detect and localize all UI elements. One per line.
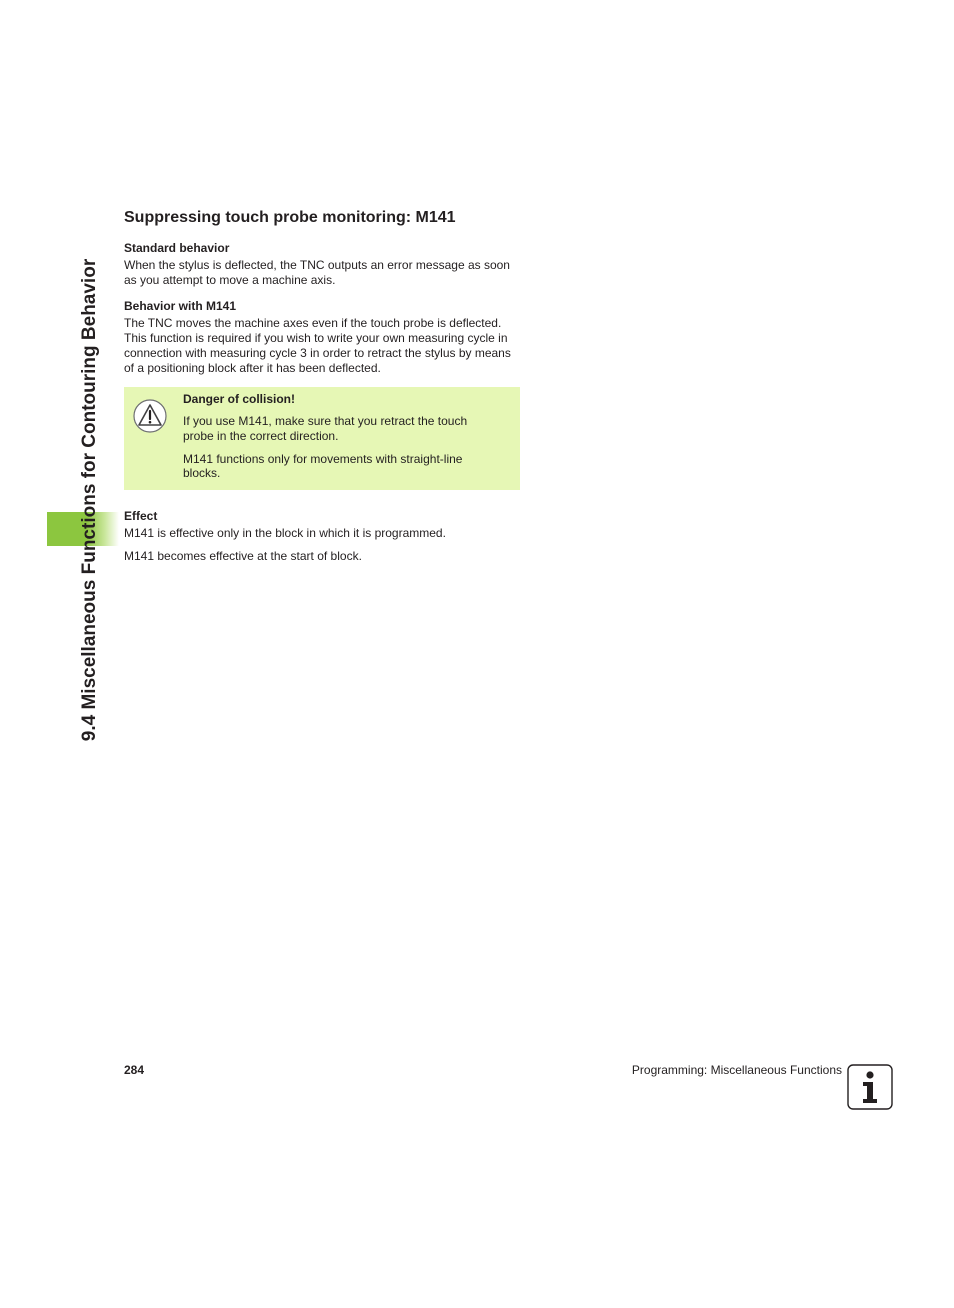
warning-triangle-icon [133, 399, 167, 433]
collision-warning-box [124, 387, 520, 490]
page-number: 284 [124, 1063, 145, 1077]
info-icon [847, 1064, 893, 1110]
section-title-vertical: 9.4 Miscellaneous Functions for Contouring Behavior [79, 258, 100, 742]
effect-paragraph: M141 is effective only in the block in which it is programmed. [124, 526, 446, 541]
standard-behavior-text: When the stylus is deflected, the TNC outputs an error message as soon as you attempt to move a machine axis. [124, 258, 510, 287]
warning-paragraph: If you use M141, make sure that you retract the touch probe in the correct direction. [183, 414, 468, 443]
standard-behavior-heading: Standard behavior [124, 241, 230, 255]
main-content [124, 208, 520, 575]
warning-title: Danger of collision! [183, 392, 296, 407]
page-heading: Suppressing touch probe monitoring: M141 [124, 209, 456, 226]
warning-paragraph: M141 functions only for movements with straight-line blocks. [183, 451, 463, 481]
effect-paragraph: M141 becomes effective at the start of block. [124, 548, 362, 563]
effect-heading: Effect [124, 509, 158, 524]
chapter-title: Programming: Miscellaneous Functions [631, 1063, 842, 1077]
m141-behavior-text: The TNC moves the machine axes even if the touch probe is deflected. This function is required if you wish to write your own measuring cycle in connection with measuring cycle 3 in order to retract the stylus by means of a positioning block after it has been deflected. [124, 316, 511, 375]
m141-behavior-heading: Behavior with M141 [124, 299, 237, 314]
